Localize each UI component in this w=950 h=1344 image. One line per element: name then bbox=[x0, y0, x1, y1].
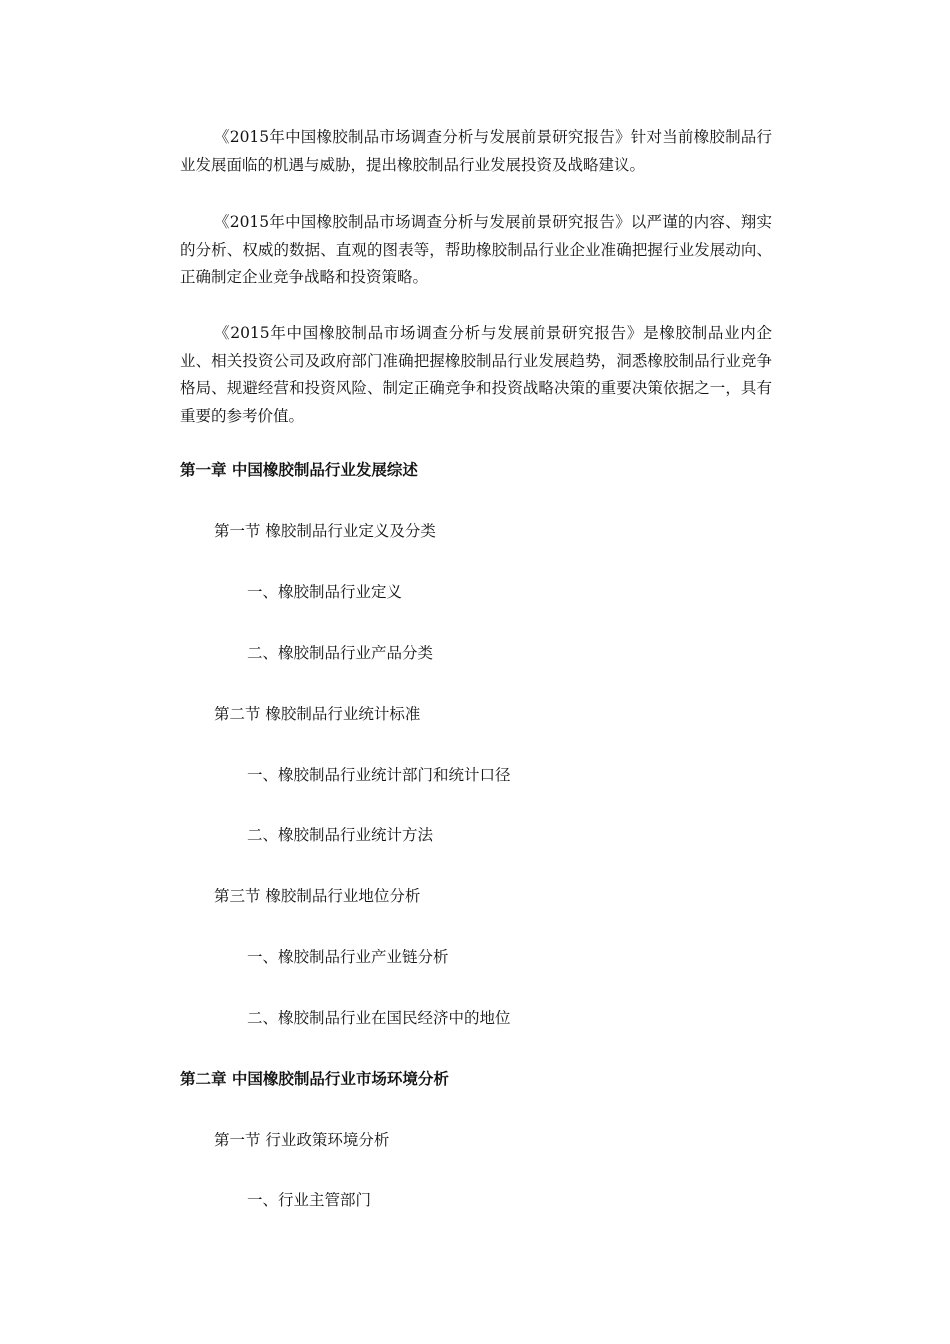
intro-paragraph-3: 《2015年中国橡胶制品市场调查分析与发展前景研究报告》是橡胶制品业内企业、相关投资公司及政府部门准确把握橡胶制品行业发展趋势，洞悉橡胶制品行业竞争格局、规避经营和投资风险、制定正确竞争和投资战略决策的重要决策依据之一，具有重要的参考价值。 bbox=[180, 324, 772, 425]
chapter-2-section-1: 第一节 行业政策环境分析 bbox=[214, 1131, 390, 1149]
chapter-1-section-2: 第二节 橡胶制品行业统计标准 bbox=[214, 705, 421, 723]
chapter-2-section-1-item-1: 一、行业主管部门 bbox=[247, 1191, 372, 1209]
intro-paragraph-1: 《2015年中国橡胶制品市场调查分析与发展前景研究报告》针对当前橡胶制品行业发展面临的机遇与威胁，提出橡胶制品行业发展投资及战略建议。 bbox=[180, 128, 772, 174]
intro-paragraph-2: 《2015年中国橡胶制品市场调查分析与发展前景研究报告》以严谨的内容、翔实的分析、权威的数据、直观的图表等，帮助橡胶制品行业企业准确把握行业发展动向、正确制定企业竞争战略和投资策略。 bbox=[180, 213, 772, 286]
chapter-1-heading: 第一章 中国橡胶制品行业发展综述 bbox=[180, 460, 418, 479]
chapter-1-section-1-item-1: 一、橡胶制品行业定义 bbox=[247, 583, 403, 601]
chapter-2-heading: 第二章 中国橡胶制品行业市场环境分析 bbox=[180, 1069, 449, 1088]
chapter-1-section-2-item-2: 二、橡胶制品行业统计方法 bbox=[247, 826, 434, 844]
chapter-1-section-2-item-1: 一、橡胶制品行业统计部门和统计口径 bbox=[247, 766, 511, 784]
chapter-1-section-1: 第一节 橡胶制品行业定义及分类 bbox=[214, 522, 436, 540]
chapter-1-section-3: 第三节 橡胶制品行业地位分析 bbox=[214, 887, 421, 905]
chapter-1-section-3-item-1: 一、橡胶制品行业产业链分析 bbox=[247, 948, 449, 966]
chapter-1-section-1-item-2: 二、橡胶制品行业产品分类 bbox=[247, 644, 434, 662]
chapter-1-section-3-item-2: 二、橡胶制品行业在国民经济中的地位 bbox=[247, 1009, 511, 1027]
